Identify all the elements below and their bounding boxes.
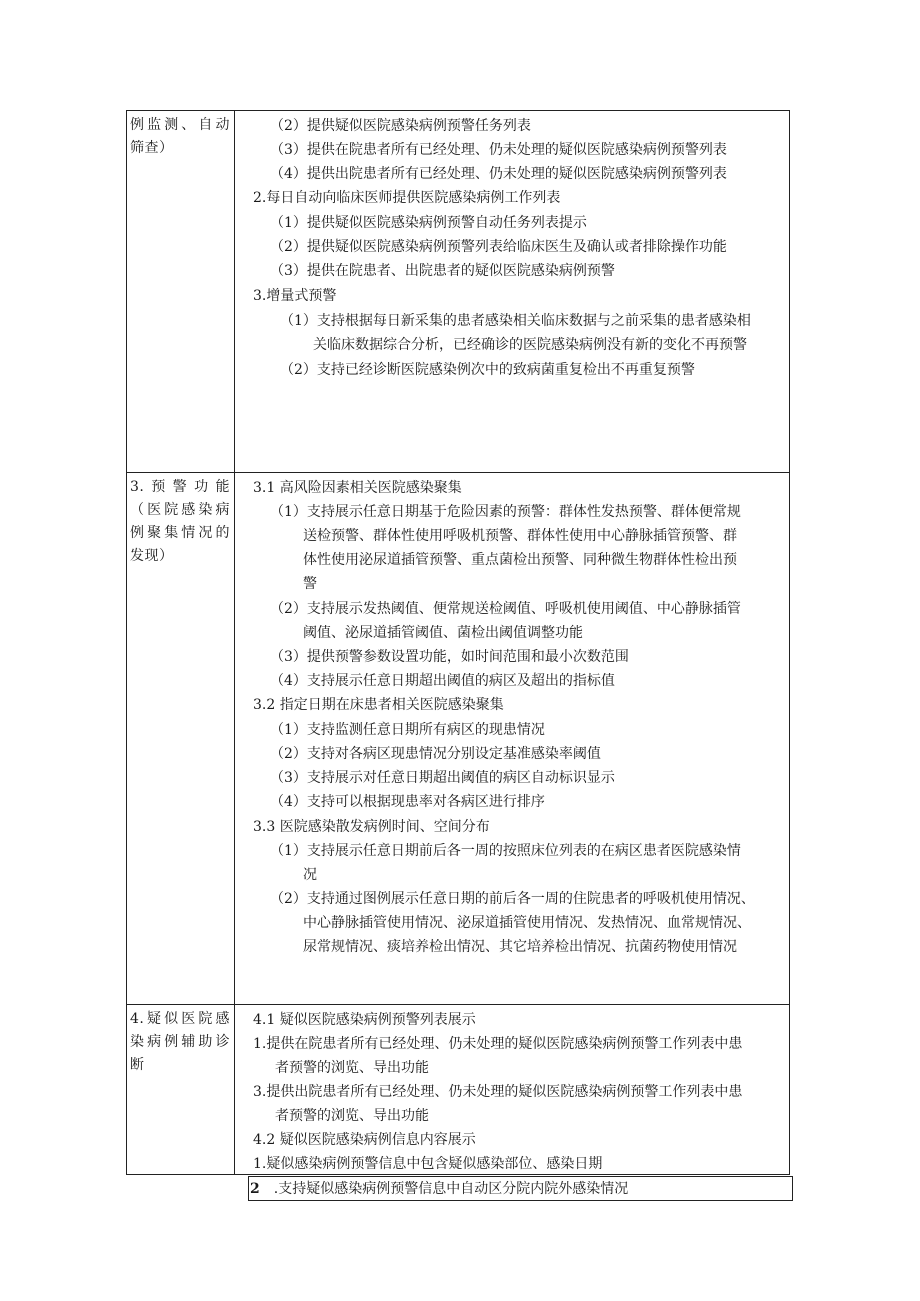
row-3-line: 4.1 疑似医院感染病例预警列表展示 [253, 1012, 476, 1028]
row-2-line: （1）支持展示任意日期基于危险因素的预警：群体性发热预警、群体便常规 [270, 504, 741, 520]
trailing-row-number: 2 [250, 1181, 260, 1197]
row-2-line: 中心静脉插管使用情况、泌尿道插管使用情况、发热情况、血常规情况、 [303, 915, 751, 931]
row-2-line: （2）支持展示发热阈值、便常规送检阈值、呼吸机使用阈值、中心静脉插管 [270, 601, 741, 617]
row-2-line: （4）支持可以根据现患率对各病区进行排序 [270, 794, 545, 810]
row-2-line: 尿常规情况、痰培养检出情况、其它培养检出情况、抗菌药物使用情况 [303, 939, 737, 955]
trailing-row [250, 1177, 628, 1201]
row-2-line: 体性使用泌尿道插管预警、重点菌检出预警、同种微生物群体性检出预 [303, 552, 737, 568]
trailing-row-text: .支持疑似感染病例预警信息中自动区分院内院外感染情况 [273, 1181, 629, 1197]
row-1-line: （3）提供在院患者、出院患者的疑似医院感染病例预警 [270, 263, 615, 279]
row-divider [126, 1004, 790, 1005]
row-2-line: （2）支持对各病区现患情况分别设定基准感染率阈值 [270, 746, 601, 762]
row-2-line: （4）支持展示任意日期超出阈值的病区及超出的指标值 [270, 673, 615, 689]
row-3-line: 3.提供出院患者所有已经处理、仍未处理的疑似医院感染病例预警工作列表中患 [253, 1084, 743, 1100]
row-2-line: 3.1 高风险因素相关医院感染聚集 [253, 480, 462, 496]
row-2-line: 3.2 指定日期在床患者相关医院感染聚集 [253, 697, 504, 713]
row-2-line: （1）支持监测任意日期所有病区的现患情况 [270, 722, 545, 738]
row-3-label: 4.疑似医院感染病例辅助诊断 [130, 1011, 230, 1073]
row-2-line: 送检预警、群体性使用呼吸机预警、群体性使用中心静脉插管预警、群 [303, 528, 737, 544]
row-1-line: （2）支持已经诊断医院感染例次中的致病菌重复检出不再重复预警 [280, 362, 695, 378]
row-3-line: 4.2 疑似医院感染病例信息内容展示 [253, 1132, 476, 1148]
row-1-label: 例监测、自动筛查） [130, 117, 230, 156]
row-2-line: 3.3 医院感染散发病例时间、空间分布 [253, 819, 490, 835]
row-1-line: （1）提供疑似医院感染病例预警自动任务列表提示 [270, 215, 587, 231]
row-3-line: 1.疑似感染病例预警信息中包含疑似感染部位、感染日期 [253, 1156, 603, 1172]
row-2-line: （1）支持展示任意日期前后各一周的按照床位列表的在病区患者医院感染情 [270, 843, 741, 859]
row-1-line: （3）提供在院患者所有已经处理、仍未处理的疑似医院感染病例预警列表 [270, 142, 727, 158]
row-3-line: 者预警的浏览、导出功能 [275, 1060, 429, 1076]
row-1-line: （4）提供出院患者所有已经处理、仍未处理的疑似医院感染病例预警列表 [270, 166, 727, 182]
row-1-line: （2）提供疑似医院感染病例预警任务列表 [270, 118, 531, 134]
row-1-line: （1）支持根据每日新采集的患者感染相关临床数据与之前采集的患者感染相 [280, 313, 751, 329]
column-divider [234, 110, 235, 1175]
row-3-line: 1.提供在院患者所有已经处理、仍未处理的疑似医院感染病例预警工作列表中患 [253, 1036, 743, 1052]
row-1-line: 3.增量式预警 [253, 288, 337, 304]
row-2-line: 况 [303, 867, 317, 883]
row-2-line: （2）支持通过图例展示任意日期的前后各一周的住院患者的呼吸机使用情况、 [270, 891, 755, 907]
row-divider [126, 472, 790, 473]
row-2-line: 阈值、泌尿道插管阈值、菌检出阈值调整功能 [303, 625, 583, 641]
row-1-line: 2.每日自动向临床医师提供医院感染病例工作列表 [253, 190, 561, 206]
row-1-line: （2）提供疑似医院感染病例预警列表给临床医生及确认或者排除操作功能 [270, 239, 727, 255]
row-3-line: 者预警的浏览、导出功能 [275, 1108, 429, 1124]
row-2-line: （3）支持展示对任意日期超出阈值的病区自动标识显示 [270, 770, 615, 786]
row-2-line: （3）提供预警参数设置功能，如时间范围和最小次数范围 [270, 649, 629, 665]
row-1-line: 关临床数据综合分析，已经确诊的医院感染病例没有新的变化不再预警 [313, 337, 747, 353]
row-2-label: 3.预警功能（医院感染病例聚集情况的发现） [130, 479, 230, 564]
row-2-line: 警 [303, 576, 317, 592]
